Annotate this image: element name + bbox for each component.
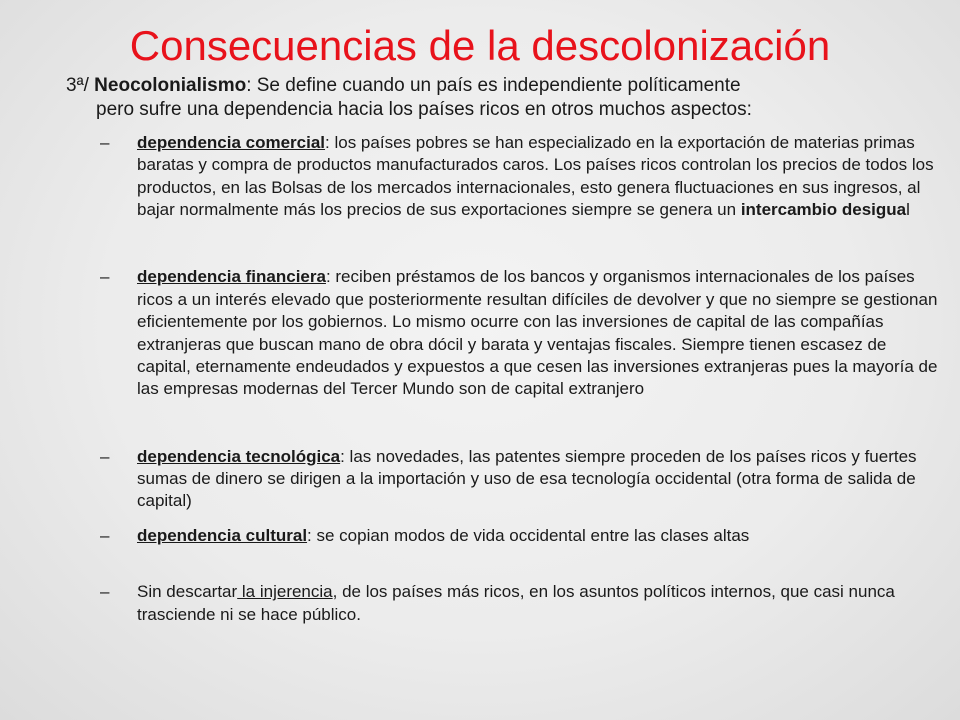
bullet-dash: –	[100, 133, 110, 152]
bullet-tail: l	[906, 200, 910, 220]
bullet-list	[100, 132, 940, 626]
bullet-term: dependencia financiera	[137, 267, 326, 287]
bullet-dependencia-cultural	[100, 525, 940, 547]
bullet-dash: –	[100, 446, 110, 466]
intro-line-1-text: Se define cuando un país es independiente políticamente	[251, 75, 741, 96]
intro-term: Neocolonialismo	[94, 75, 247, 96]
bullet-term: dependencia tecnológica	[137, 446, 341, 466]
bullet-dash: –	[100, 582, 110, 602]
bullet-bold-end: intercambio desigua	[740, 200, 907, 220]
bullet-text: : reciben préstamos de los bancos y organismos internacionales de los países ricos a un interés elevado que posteriormente resultan difíciles de devolver y que no siempre se gestionan eficientemente por los gobiernos. Lo mismo ocurre con las inversiones de capital de las compañías extranjeras que buscan mano de obra dócil y barata y ventajas fiscales. Siempre tienen escasez de capital, eternamente endeudados y expuestos a que cesen las inversiones extranjeras pues la mayoría de las empresas modernas del Tercer Mundo son de capital extranjero	[137, 267, 938, 399]
bullet-term: dependencia cultural	[137, 525, 308, 545]
bullet-dependencia-financiera	[100, 266, 940, 400]
intro-number: 3ª/	[66, 75, 89, 96]
intro-line-2: pero sufre una dependencia hacia los países ricos en otros muchos aspectos:	[96, 99, 752, 120]
bullet-term: la injerencia	[237, 582, 333, 602]
bullet-dependencia-comercial	[100, 132, 940, 222]
intro-paragraph	[66, 74, 946, 122]
slide-title: Consecuencias de la descolonización	[129, 22, 831, 69]
bullet-text: : las novedades, las patentes siempre proceden de los países ricos y fuertes sumas de dinero se dirigen a la importación y uso de esa tecnología occidental (otra forma de salida de capital)	[137, 446, 917, 511]
bullet-injerencia	[100, 581, 940, 626]
intro-line-1	[66, 74, 946, 98]
bullet-text: : los países pobres se han especializado en la exportación de materias primas baratas y compra de productos manufacturados caros. Los países ricos controlan los precios de todos los productos, en las Bolsas de los mercados internacionales, esto genera fluctuaciones en sus ingresos, al bajar normalmente más los precios de sus exportaciones siempre se genera un	[137, 133, 934, 220]
bullet-term: dependencia comercial	[137, 133, 326, 152]
bullet-text: : se copian modos de vida occidental entre las clases altas	[307, 525, 750, 545]
bullet-prefix: Sin descartar	[137, 582, 238, 602]
bullet-dash: –	[100, 525, 110, 545]
bullet-dependencia-tecnologica	[100, 446, 940, 513]
bullet-dash: –	[100, 267, 110, 287]
intro-colon: :	[246, 75, 252, 96]
bullet-text: , de los países más ricos, en los asuntos políticos internos, que casi nunca trasciende ni se hace público.	[137, 582, 895, 624]
